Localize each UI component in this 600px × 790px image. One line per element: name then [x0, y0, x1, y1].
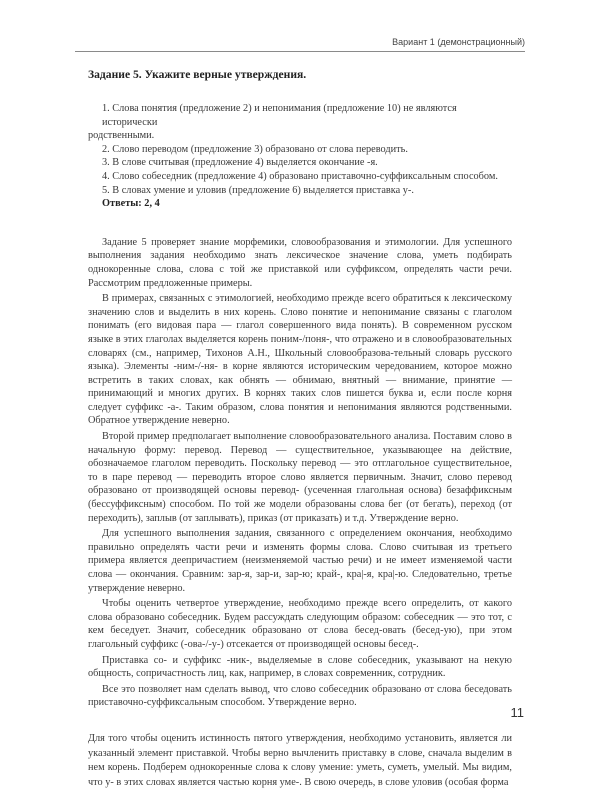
explanation-paragraph: Задание 5 проверяет знание морфемики, словообразования и этимологии. Для успешного выполнения задания необходимо знать лексическое значение слова, уметь подбирать однокоренные слова, слова с той же приставкой или суффиксом, определять части речи. Рассмотрим предложенные примеры. [88, 236, 512, 289]
explanation-paragraph: Чтобы оценить четвертое утверждение, необходимо прежде всего определить, от какого слова образовано собеседник. Будем рассуждать следующим образом: собеседник — это тот, с кем беседует. Значит, собеседник образовано от слова бесед-овать (бесед-ую), при этом глагольный суффикс (-ова-/-у-) отсекается от производящей основы бесед-. [88, 598, 512, 650]
explanation-paragraph: В примерах, связанных с этимологией, необходимо прежде всего обратиться к лексическому значению слов и выделить в них корень. Слово понятие и непонимание связаны с глаголом понимать (его видовая пара — глагол совершенного вида понять). В современном русском языке в этих глаголах выделяется корень поним-/поня-, что отражено и в словообразовательных словарях (см., например, Тихонов А.Н., Школьный словообразова-тельный словарь русского языка). Элементы -ним-/-ня- в корне являются историческим чередованием, которое можно встретить в таких словах, как обнять — обнимаю, внятный — внимание, принятие — принимающий и многих других. В корнях таких слов пишется буква и, если после корня следует суффикс -а-. Таким образом, слова понятия и непонимания являются родственными. Обратное утверждение неверно. [88, 293, 512, 427]
explanation [88, 236, 512, 710]
explanation-paragraph: Для успешного выполнения задания, связанного с определением окончания, необходимо правильно определять части речи и изменять формы слова. Слово считывая из третьего примера является деепричастием (неизменяемой частью речи) и не имеет изменяемой части слова — окончания. Сравним: зар-я, зар-и, зар-ю; край-, кра|-я, кра|-ю. Следовательно, третье утверждение неверно. [88, 528, 512, 594]
answer-line: Ответы: 2, 4 [102, 198, 160, 210]
statement-list [88, 102, 512, 197]
explanation-paragraph: Приставка со- и суффикс -ник-, выделяемые в слове собеседник, указывают на некую общность, сопричастность лиц, как, например, в словах современник, сотрудник. [88, 654, 512, 680]
page-number: 11 [510, 705, 524, 720]
statement-item: 2. Слово переводом (предложение 3) образовано от слова переводить. [102, 143, 408, 155]
statement-item: 4. Слово собеседник (предложение 4) образовано приставочно-суффиксальным способом. [102, 170, 498, 182]
statement-item: 1. Слова понятия (предложение 2) и непонимания (предложение 10) не являются исторически [102, 103, 457, 128]
statement-item: родственными. [88, 130, 155, 142]
fifth-statement-analysis [88, 732, 512, 790]
explanation-paragraph: Все это позволяет нам сделать вывод, что слово собеседник образовано от слова беседовать приставочно-суффиксальным способом. Утверждение верно. [88, 683, 512, 709]
final-paragraph: Для того чтобы оценить истинность пятого утверждения, необходимо установить, является ли указанный элемент приставкой. Чтобы верно вычленить приставку в слове, сначала выделим в нем корень. Подберем однокоренные слова к слову умение: уметь, суметь, умелый. Мы видим, что у- в этих словах является частью корня уме-. В свою очередь, в слове уловив (особая форма [88, 732, 512, 788]
variant-header: Вариант 1 (демонстрационный) [392, 37, 525, 47]
explanation-paragraph: Второй пример предполагает выполнение словообразовательного анализа. Поставим слово в начальную форму: перевод. Перевод — существительное, указывающее на действие, обозначаемое глаголом переводить. Поскольку перевод — это отглагольное существительное, то в паре перевод — переводить второе слово является первичным. Значит, слово перевод образовано от производящей основы перевод- (усеченная глагольная основа) безаффиксным (бессуффиксным) способом. По той же модели образованы слова бег (от бегать), переход (от переходить), заплыв (от заплывать), приказ (от приказать) и т.д. Утверждение верно. [88, 431, 512, 524]
statement-item: 3. В слове считывая (предложение 4) выделяется окончание -я. [102, 157, 378, 169]
page-content [88, 68, 512, 790]
statement-item: 5. В словах умение и уловив (предложение 6) выделяется приставка у-. [102, 184, 414, 196]
header-divider [75, 51, 525, 52]
task-title: Задание 5. Укажите верные утверждения. [88, 68, 307, 81]
